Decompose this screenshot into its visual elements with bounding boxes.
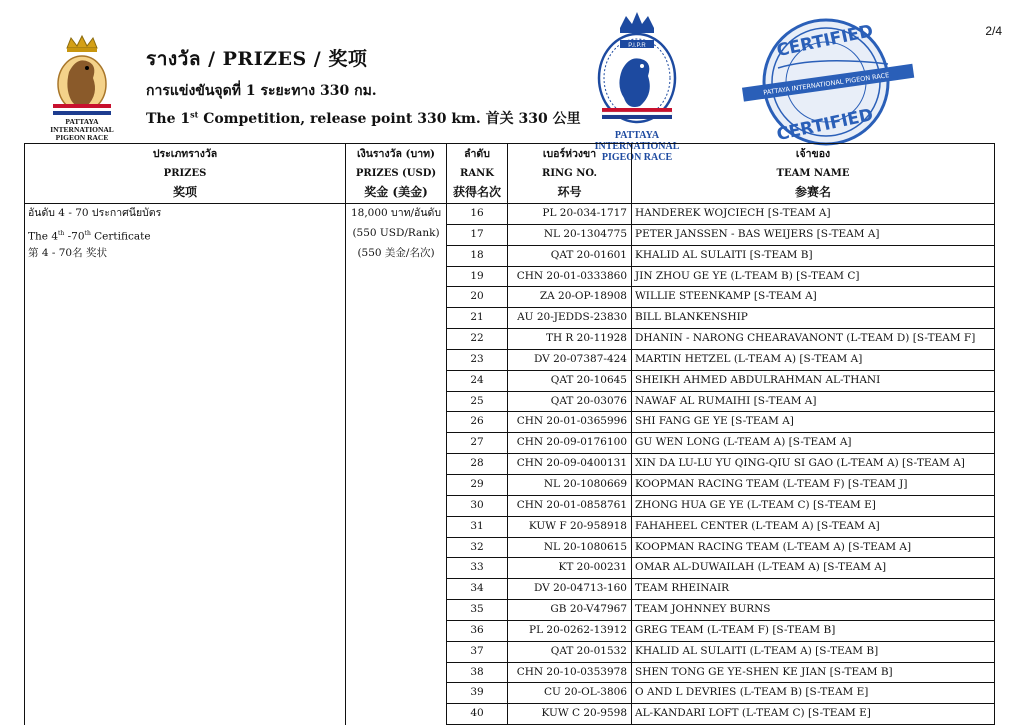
team-name-cell: KOOPMAN RACING TEAM (L-TEAM A) [S-TEAM A] <box>632 537 995 558</box>
team-name-cell: XIN DA LU-LU YU QING-QIU SI GAO (L-TEAM A) [S-TEAM A] <box>632 454 995 475</box>
svg-text:CERTIFIED: CERTIFIED <box>774 105 875 146</box>
rank-cell: 20 <box>447 287 508 308</box>
team-name-cell: SHEIKH AHMED ABDULRAHMAN AL-THANI <box>632 370 995 391</box>
team-name-cell: WILLIE STEENKAMP [S-TEAM A] <box>632 287 995 308</box>
certified-stamp-icon <box>738 16 918 150</box>
rank-cell: 18 <box>447 245 508 266</box>
rank-cell: 40 <box>447 704 508 725</box>
crowned-pigeon-icon <box>47 34 117 116</box>
rank-cell: 28 <box>447 454 508 475</box>
ring-number-cell: ZA 20-OP-18908 <box>508 287 632 308</box>
ring-number-cell: AU 20-JEDDS-23830 <box>508 308 632 329</box>
prize-amount-thb: 18,000 บาท/อันดับ <box>350 207 442 219</box>
header-prize: ประเภทรางวัล PRIZES 奖项 <box>25 144 346 204</box>
page-title: รางวัล / PRIZES / 奖项 <box>146 48 368 70</box>
ring-number-cell: KUW C 20-9598 <box>508 704 632 725</box>
ring-number-cell: TH R 20-11928 <box>508 329 632 350</box>
svg-text:CERTIFIED: CERTIFIED <box>774 21 875 62</box>
team-name-cell: HANDEREK WOJCIECH [S-TEAM A] <box>632 204 995 225</box>
ring-number-cell: GB 20-V47967 <box>508 600 632 621</box>
prize-line-cn: 第 4 - 70名 奖状 <box>28 246 107 259</box>
team-name-cell: GU WEN LONG (L-TEAM A) [S-TEAM A] <box>632 433 995 454</box>
header-team: เจ้าของ TEAM NAME 参赛名 <box>632 144 995 204</box>
prize-amount-cell <box>346 204 447 725</box>
rank-cell: 26 <box>447 412 508 433</box>
rank-cell: 38 <box>447 662 508 683</box>
rank-cell: 24 <box>447 370 508 391</box>
team-name-cell: KHALID AL SULAITI [S-TEAM B] <box>632 245 995 266</box>
team-name-cell: AL-KANDARI LOFT (L-TEAM C) [S-TEAM E] <box>632 704 995 725</box>
ring-number-cell: CHN 20-09-0176100 <box>508 433 632 454</box>
ring-number-cell: NL 20-1304775 <box>508 224 632 245</box>
ring-number-cell: DV 20-04713-160 <box>508 579 632 600</box>
pipr-logo-center <box>572 10 702 163</box>
table-header-row <box>25 144 995 204</box>
rank-cell: 25 <box>447 391 508 412</box>
left-logo-caption-line1: PATTAYA INTERNATIONAL <box>50 117 114 134</box>
team-name-cell: OMAR AL-DUWAILAH (L-TEAM A) [S-TEAM A] <box>632 558 995 579</box>
rank-cell: 37 <box>447 641 508 662</box>
header-usd: เงินรางวัล (บาท) PRIZES (USD) 奖金 (美金) <box>346 144 447 204</box>
team-name-cell: TEAM JOHNNEY BURNS <box>632 600 995 621</box>
ring-number-cell: CHN 20-09-0400131 <box>508 454 632 475</box>
left-logo-caption-line2: PIGEON RACE <box>55 133 109 142</box>
svg-text:P.I.P.R: P.I.P.R <box>628 43 646 49</box>
ring-number-cell: PL 20-034-1717 <box>508 204 632 225</box>
rank-cell: 23 <box>447 349 508 370</box>
rank-cell: 32 <box>447 537 508 558</box>
ring-number-cell: DV 20-07387-424 <box>508 349 632 370</box>
team-name-cell: KHALID AL SULAITI (L-TEAM A) [S-TEAM B] <box>632 641 995 662</box>
title-block <box>146 44 581 128</box>
header-ring: เบอร์ห่วงขา RING NO. 环号 <box>508 144 632 204</box>
ring-number-cell: CHN 20-01-0333860 <box>508 266 632 287</box>
team-name-cell: TEAM RHEINAIR <box>632 579 995 600</box>
team-name-cell: O AND L DEVRIES (L-TEAM B) [S-TEAM E] <box>632 683 995 704</box>
ring-number-cell: QAT 20-03076 <box>508 391 632 412</box>
certified-stamp <box>738 16 918 154</box>
rank-cell: 29 <box>447 474 508 495</box>
svg-text:PATTAYA INTERNATIONAL PIGEON R: PATTAYA INTERNATIONAL PIGEON RACE <box>762 71 890 97</box>
rank-cell: 30 <box>447 495 508 516</box>
ring-number-cell: QAT 20-01601 <box>508 245 632 266</box>
rank-cell: 17 <box>447 224 508 245</box>
ring-number-cell: QAT 20-01532 <box>508 641 632 662</box>
rank-cell: 21 <box>447 308 508 329</box>
center-logo-caption-line2: PIGEON RACE <box>601 152 673 163</box>
ring-number-cell: KUW F 20-958918 <box>508 516 632 537</box>
ring-number-cell: NL 20-1080669 <box>508 474 632 495</box>
team-name-cell: DHANIN - NARONG CHEARAVANONT (L-TEAM D) [S-TEAM F] <box>632 329 995 350</box>
rank-cell: 19 <box>447 266 508 287</box>
center-logo-caption-line1: PATTAYA INTERNATIONAL <box>594 130 680 152</box>
rank-cell: 36 <box>447 620 508 641</box>
ring-number-cell: CHN 20-01-0858761 <box>508 495 632 516</box>
prize-line-thai: อันดับ 4 - 70 ประกาศนียบัตร <box>28 207 162 219</box>
team-name-cell: NAWAF AL RUMAIHI [S-TEAM A] <box>632 391 995 412</box>
pipr-logo-left <box>34 34 130 142</box>
team-name-cell: SHEN TONG GE YE-SHEN KE JIAN [S-TEAM B] <box>632 662 995 683</box>
rank-cell: 22 <box>447 329 508 350</box>
page-subtitle-en: The 1st Competition, release point 330 km. 首关 330 公里 <box>146 109 581 127</box>
table-row <box>25 204 995 225</box>
ring-number-cell: KT 20-00231 <box>508 558 632 579</box>
ring-number-cell: PL 20-0262-13912 <box>508 620 632 641</box>
prize-amount-usd: (550 USD/Rank) <box>352 226 440 239</box>
header-rank: ลำดับ RANK 获得名次 <box>447 144 508 204</box>
ring-number-cell: CHN 20-10-0353978 <box>508 662 632 683</box>
team-name-cell: PETER JANSSEN - BAS WEIJERS [S-TEAM A] <box>632 224 995 245</box>
prize-amount-cn: (550 美金/名次) <box>357 246 435 259</box>
rank-cell: 31 <box>447 516 508 537</box>
ring-number-cell: NL 20-1080615 <box>508 537 632 558</box>
ring-number-cell: CHN 20-01-0365996 <box>508 412 632 433</box>
team-name-cell: GREG TEAM (L-TEAM F) [S-TEAM B] <box>632 620 995 641</box>
page-number: 2/4 <box>985 24 1002 38</box>
rank-cell: 39 <box>447 683 508 704</box>
team-name-cell: BILL BLANKENSHIP <box>632 308 995 329</box>
rank-cell: 34 <box>447 579 508 600</box>
rank-cell: 33 <box>447 558 508 579</box>
team-name-cell: FAHAHEEL CENTER (L-TEAM A) [S-TEAM A] <box>632 516 995 537</box>
team-name-cell: KOOPMAN RACING TEAM (L-TEAM F) [S-TEAM J] <box>632 474 995 495</box>
rank-cell: 16 <box>447 204 508 225</box>
rank-cell: 35 <box>447 600 508 621</box>
prize-category-cell <box>25 204 346 725</box>
ring-number-cell: QAT 20-10645 <box>508 370 632 391</box>
pigeon-crest-icon <box>592 10 682 128</box>
prize-table <box>24 143 995 725</box>
ring-number-cell: CU 20-OL-3806 <box>508 683 632 704</box>
team-name-cell: ZHONG HUA GE YE (L-TEAM C) [S-TEAM E] <box>632 495 995 516</box>
team-name-cell: MARTIN HETZEL (L-TEAM A) [S-TEAM A] <box>632 349 995 370</box>
page-subtitle-thai: การแข่งขันจุดที่ 1 ระยะทาง 330 กม. <box>146 83 377 99</box>
rank-cell: 27 <box>447 433 508 454</box>
team-name-cell: SHI FANG GE YE [S-TEAM A] <box>632 412 995 433</box>
team-name-cell: JIN ZHOU GE YE (L-TEAM B) [S-TEAM C] <box>632 266 995 287</box>
prize-line-en: The 4th -70th Certificate <box>28 229 151 243</box>
